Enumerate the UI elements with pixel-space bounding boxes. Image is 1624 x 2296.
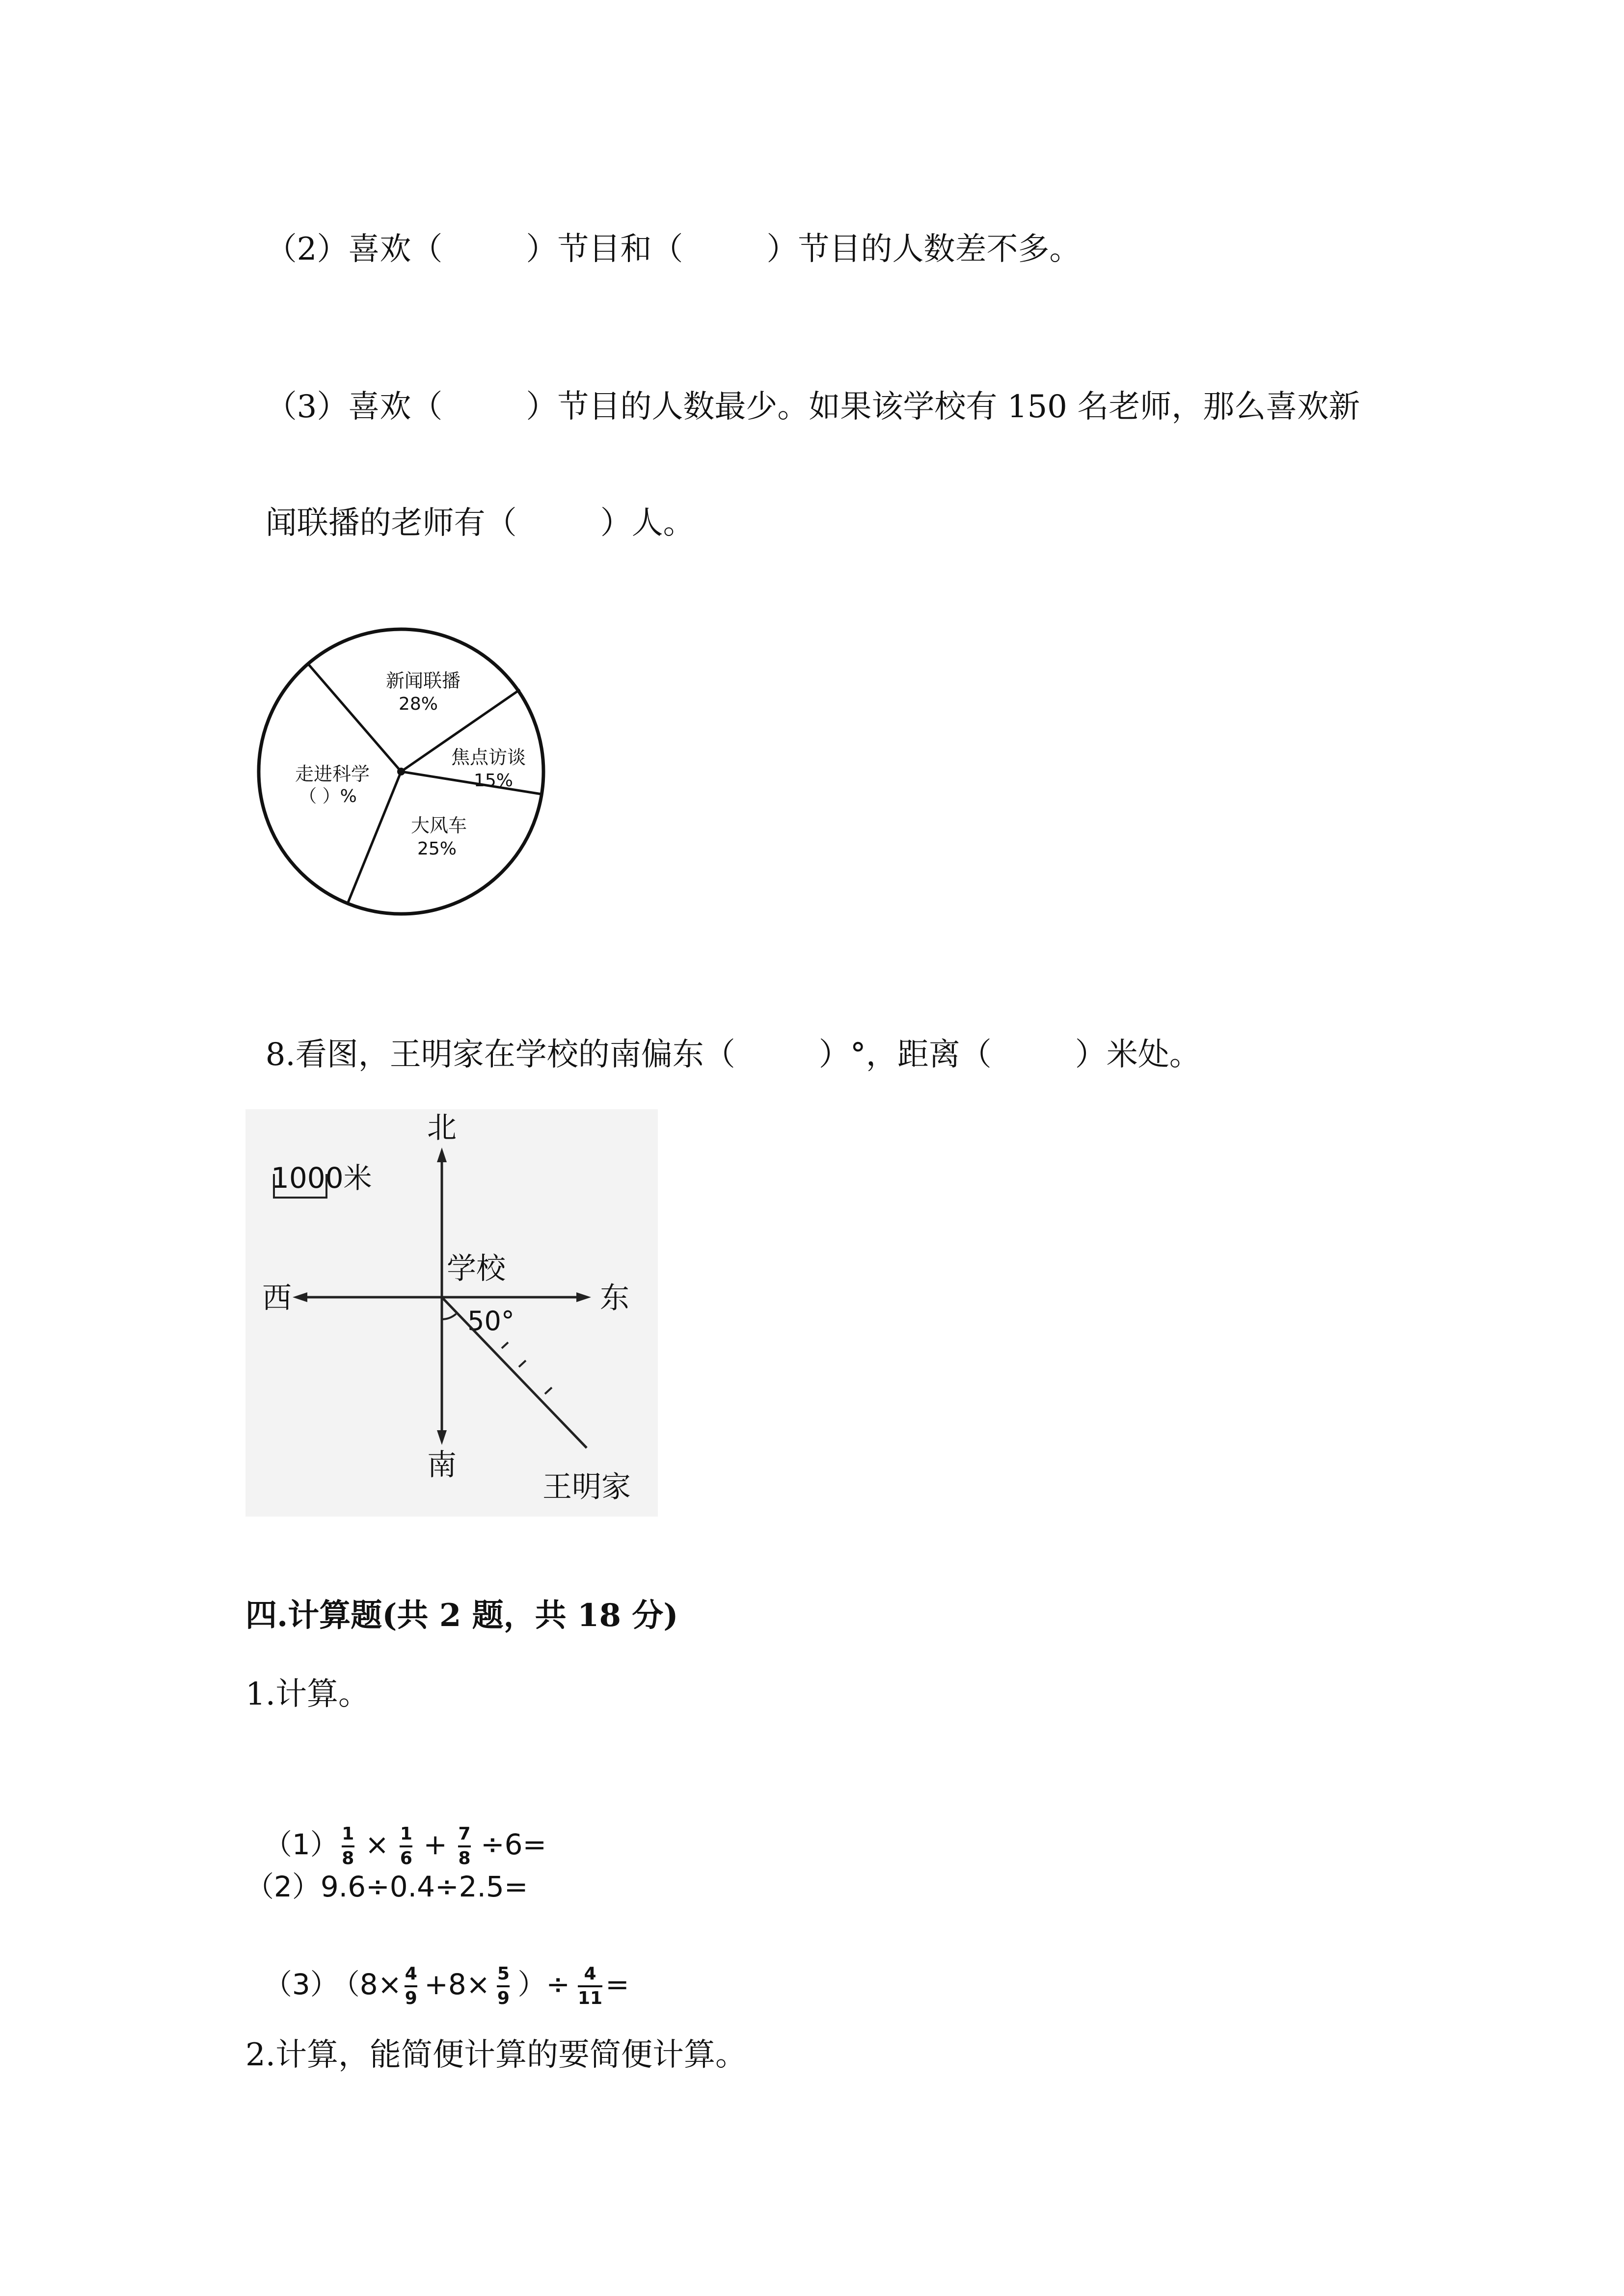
fraction-1-8: $\frac{1}{8}$ [342,1824,354,1869]
calc-item-2: （2）9.6÷0.4÷2.5= [245,1870,528,1903]
q2-prefix: （2）喜欢（ [265,231,443,267]
item3-close: ）÷ [517,1967,570,2001]
pie-divider-3 [401,772,541,794]
label-focus: 焦点访谈 [451,747,526,768]
question-3-line1 [245,360,1360,423]
item1-tail: ÷6= [481,1827,547,1861]
north-label: 北 [427,1111,457,1145]
item3-open: （8× [345,1967,402,2001]
label-windmill: 大风车 [410,815,467,836]
q2-mid: ）节目和（ [526,231,683,267]
q8-suffix: ）米处。 [1075,1037,1201,1073]
fraction-4-11: $\frac{4}{11}$ [578,1964,603,2008]
home-label: 王明家 [542,1470,631,1504]
scale-label: 1000米 [271,1161,372,1195]
item3-mid: +8× [424,1967,490,2001]
item3-label: （3） [263,1967,339,2001]
value-windmill: 25% [417,839,457,859]
q8-prefix: 8.看图，王明家在学校的南偏东（ [265,1037,735,1073]
school-label: 学校 [447,1252,506,1286]
question-3-line2 [245,476,695,539]
question-8 [245,1008,1201,1073]
times-sign: × [365,1827,389,1861]
west-label: 西 [262,1281,292,1315]
q3-line2-suffix: ）人。 [600,505,695,541]
fraction-4-9: $\frac{4}{9}$ [405,1964,417,2008]
angle-label: 50° [467,1306,514,1336]
pie-center [397,768,405,775]
fraction-1-6: $\frac{1}{6}$ [400,1824,412,1869]
section-4-q1-title: 1.计算。 [245,1676,370,1712]
east-label: 东 [600,1281,629,1315]
compass-diagram [245,1109,658,1517]
pie-chart [241,614,560,928]
q2-suffix: ）节目的人数差不多。 [766,231,1081,267]
q8-mid: ）°，距离（ [818,1037,992,1073]
south-label: 南 [427,1448,457,1482]
q3-line2-prefix: 闻联播的老师有（ [265,505,517,541]
section-4-title: 四.计算题(共 2 题，共 18 分) [245,1597,678,1634]
q3-prefix: （3）喜欢（ [265,389,443,425]
item3-tail: = [605,1967,629,2001]
plus-sign: + [423,1827,447,1861]
value-news: 28% [398,694,438,714]
value-science: （ ）% [299,786,357,806]
fraction-5-9: $\frac{5}{9}$ [497,1964,510,2008]
item1-label: （1） [263,1827,339,1861]
label-science: 走进科学 [295,763,370,785]
value-focus: 15% [473,771,514,791]
calc-item-3 [245,1936,629,2008]
fraction-7-8: $\frac{7}{8}$ [458,1824,471,1869]
q3-line1-suffix: ）节目的人数最少。如果该学校有 150 名老师，那么喜欢新 [526,389,1360,425]
section-4-q2-title: 2.计算，能简便计算的要简便计算。 [245,2037,747,2073]
calc-item-1 [245,1796,546,1868]
question-2 [245,202,1081,265]
label-news: 新闻联播 [385,670,461,692]
